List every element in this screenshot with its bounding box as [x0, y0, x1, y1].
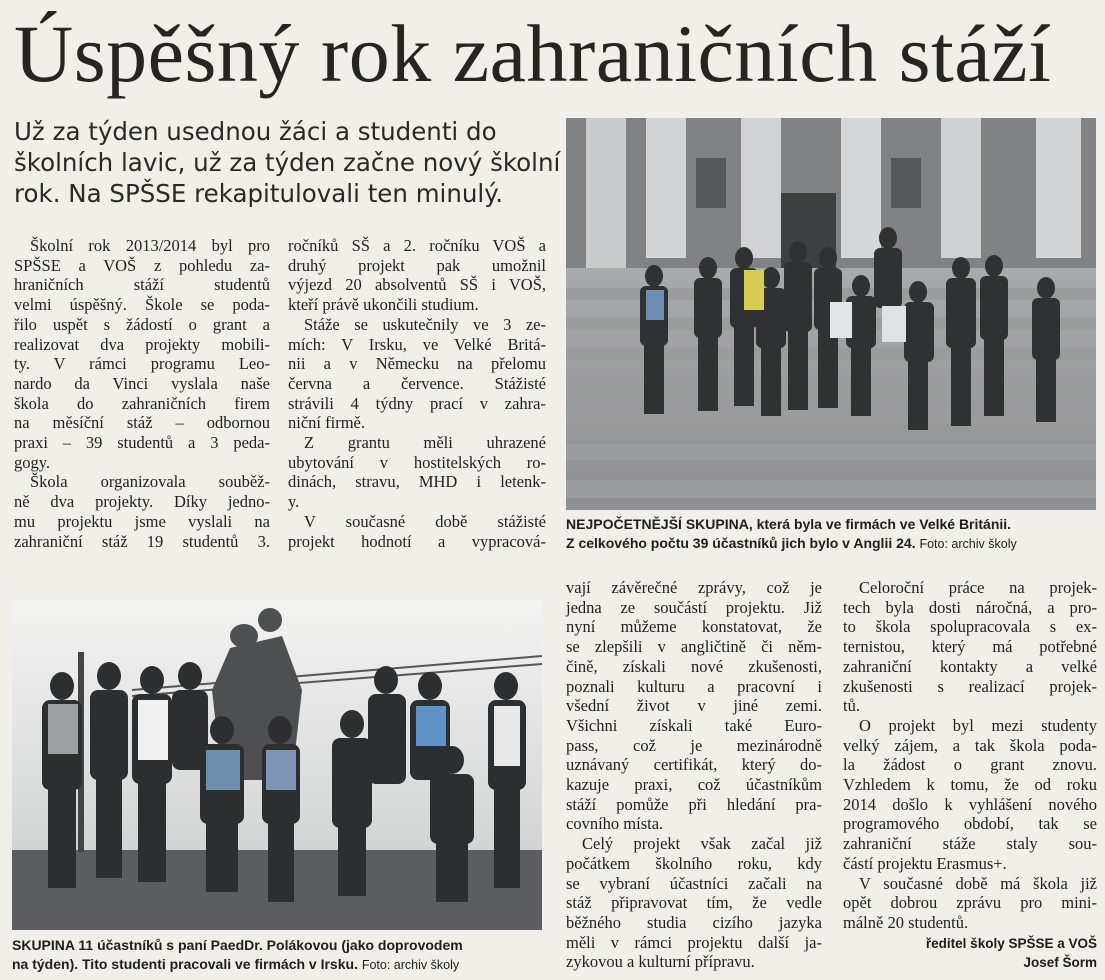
text-line: kazuje praxi, což účastníkům — [566, 775, 822, 795]
lead-line: školních lavic, už za týden začne nový školní — [14, 148, 561, 177]
lead-line: rok. Na SPŠSE rekapitulovali ten minulý. — [14, 179, 504, 208]
text-line: nyní můžeme konstatovat, že — [566, 617, 822, 637]
text-line: zahraniční kontakty a velké — [843, 656, 1097, 676]
caption-line: NEJPOČETNĚJŠÍ SKUPINA, která byla ve firmách ve Velké Británii. — [566, 516, 1012, 532]
caption-line — [12, 955, 547, 975]
text-line: nardo da Vinci vyslala naše — [14, 373, 270, 393]
photo-caption-top — [566, 515, 1101, 554]
text-line: poznali kulturu a pracovní i — [566, 676, 822, 696]
text-line: běžného studia cizího jazyka — [566, 912, 822, 932]
text-line: nii a v Německu na přelomu — [288, 354, 546, 374]
text-line: niční firmě. — [288, 413, 365, 433]
text-column-1 — [14, 236, 270, 551]
text-line: ubytování v hostitelských ro- — [288, 452, 546, 472]
text-line: ty. V rámci programu Leo- — [14, 354, 270, 374]
text-line: Celoroční práce na projek- — [859, 578, 1097, 597]
text-line: tech byla dosti náročná, a pro- — [843, 597, 1097, 617]
text-line: gogy. — [14, 452, 51, 472]
text-line: velký zájem, a tak škola poda- — [843, 735, 1097, 755]
caption-line: SKUPINA 11 účastníků s paní PaedDr. Polákovou (jako doprovodem — [12, 937, 463, 953]
text-line: vají závěrečné zprávy, což je — [566, 578, 822, 597]
text-line: jedna ze součástí projektu. Již — [566, 597, 822, 617]
group-photo-steps-icon — [566, 118, 1096, 510]
text-line: zkušenosti s realizací projek- — [843, 676, 1097, 696]
text-line: Všichni získali také Euro- — [566, 715, 822, 735]
text-line: výjezd 20 absolventů SŠ i VOŠ, — [288, 275, 546, 295]
text-line: y. — [288, 492, 300, 512]
signature-name: Josef Šorm — [1023, 955, 1097, 970]
text-column-4 — [843, 578, 1097, 933]
text-line: zahraniční stáže staly sou- — [843, 834, 1097, 854]
text-line: mu projektu jsme vyslali na — [14, 511, 270, 531]
text-line: počátkem školního roku, kdy — [566, 853, 822, 873]
text-line: zahraniční stáž 19 studentů 3. — [14, 531, 270, 551]
photo-credit: Foto: archiv školy — [919, 537, 1017, 551]
text-line: Celý projekt však začal již — [582, 834, 822, 854]
text-line: uznávaný certifikát, který do- — [566, 755, 822, 775]
text-line: pass, což je mezinárodně — [566, 735, 822, 755]
photo-credit: Foto: archiv školy — [361, 958, 460, 972]
text-line: stáží pomůže při hledání pra- — [566, 794, 822, 814]
text-column-3 — [566, 578, 822, 972]
text-line: měli v rámci projektu další ja- — [566, 932, 822, 952]
text-line: Stáže se uskutečnily ve 3 ze- — [304, 314, 546, 334]
caption-text: Z celkového počtu 39 účastníků jich bylo v Anglii 24. — [566, 535, 916, 551]
photo-caption-bottom — [12, 936, 547, 975]
text-line: ně dva projekty. Díky jedno- — [14, 492, 270, 512]
text-line: na měsíční stáž – odbornou — [14, 413, 270, 433]
text-line: ternistou, který má potřebné — [843, 637, 1097, 657]
text-line: SPŠSE a VOŠ z pohledu za- — [14, 255, 270, 275]
text-line: la žádost o grant znovu. — [843, 755, 1097, 775]
text-line: se vybraní účastníci začali na — [566, 873, 822, 893]
text-line: strávili 4 týdny prací v zahra- — [288, 393, 546, 413]
text-line: stáž připravovat tím, že vedle — [566, 893, 822, 913]
text-line: praxi – 39 studentů a 3 peda- — [14, 433, 270, 453]
text-line: realizovat dva projekty mobili- — [14, 334, 270, 354]
text-line: programového období, tak se — [843, 814, 1097, 834]
text-line: ročníků SŠ a 2. ročníku VOŠ a — [288, 236, 546, 255]
text-line: druhý projekt pak umožnil — [288, 255, 546, 275]
text-line: to škola spolupracovala s ex- — [843, 617, 1097, 637]
text-line: mích: V Irsku, ve Velké Britá- — [288, 334, 546, 354]
signature — [843, 934, 1097, 972]
group-photo-steps — [566, 118, 1096, 510]
text-line: Škola organizovala souběž- — [30, 472, 270, 492]
text-line: O projekt byl mezi studenty — [859, 715, 1097, 735]
text-line: června a července. Stážisté — [288, 373, 546, 393]
text-line: zykovou a kulturní přípravu. — [566, 952, 755, 972]
text-line: se zlepšili v angličtině či něm- — [566, 637, 822, 657]
text-line: řilo uspět s žádostí o grant a — [14, 314, 270, 334]
group-photo-statue — [12, 600, 542, 930]
text-line: Školní rok 2013/2014 byl pro — [30, 236, 270, 255]
text-line: Z grantu měli uhrazené — [304, 433, 546, 453]
text-line: projekt hodnotí a vypracová- — [288, 531, 546, 551]
text-line: málně 20 studentů. — [843, 912, 969, 932]
headline: Úspěšný rok zahraničních stáží — [14, 8, 1052, 99]
signature-role: ředitel školy SPŠSE a VOŠ — [925, 936, 1097, 951]
text-line: dinách, stravu, MHD i letenk- — [288, 472, 546, 492]
text-line: 2014 došlo k vyhlášení nového — [843, 794, 1097, 814]
text-line: covního místa. — [566, 814, 664, 834]
caption-text: na týden). Tito studenti pracovali ve firmách v Irsku. — [12, 956, 358, 972]
text-line: hraničních stáží studentů — [14, 275, 270, 295]
lead-paragraph — [14, 116, 561, 209]
text-column-2 — [288, 236, 546, 551]
text-line: V současné době má škola již — [859, 873, 1097, 893]
text-line: tů. — [843, 696, 860, 716]
text-line: čině, získali nové zkušenosti, — [566, 656, 822, 676]
group-photo-statue-icon — [12, 600, 542, 930]
text-line: velmi úspěšný. Škole se poda- — [14, 295, 270, 315]
text-line: všední život v jiné zemi. — [566, 696, 822, 716]
lead-line: Už za týden usednou žáci a studenti do — [14, 117, 497, 146]
text-line: škola do zahraničních firem — [14, 393, 270, 413]
text-line: opět dobrou zprávu pro mini- — [843, 893, 1097, 913]
text-line: V současné době stážisté — [304, 511, 546, 531]
text-line: kteří právě ukončili studium. — [288, 295, 479, 315]
text-line: Vzhledem k tomu, že od roku — [843, 775, 1097, 795]
text-line: částí projektu Erasmus+. — [843, 853, 1007, 873]
caption-line — [566, 534, 1101, 554]
